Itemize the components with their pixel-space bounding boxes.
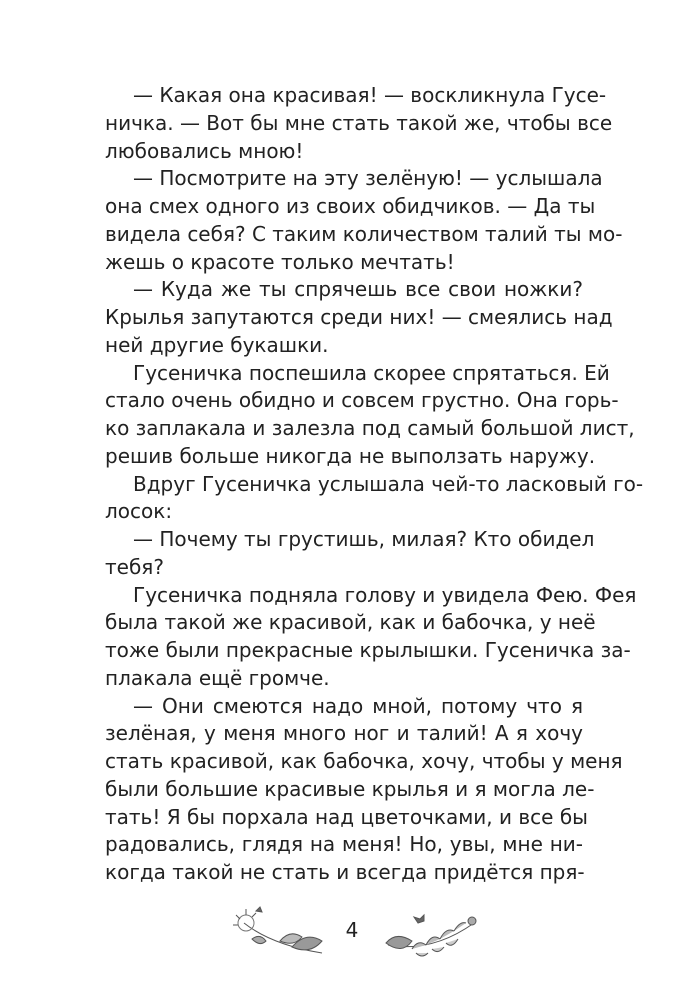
- text-line: — Какая она красивая! — воскликнула Гусе-: [133, 83, 607, 107]
- text-line: тать! Я бы порхала над цветочками, и все бы: [105, 804, 588, 829]
- text-line: она смех одного из своих обидчиков. — Да ты: [105, 194, 596, 218]
- floral-ornament-right-icon: [382, 905, 482, 965]
- text-line: Гусеничка поспешила скорее спрятаться. Ей: [133, 360, 610, 385]
- page-number: 4: [345, 918, 359, 942]
- text-line: когда такой не стать и всегда придётся пря-: [105, 860, 585, 884]
- text-line: была такой же красивой, как и бабочка, у неё: [105, 610, 596, 635]
- text-line: стать красивой, как бабочка, хочу, чтобы у меня: [105, 749, 623, 773]
- text-line: ко заплакала и залезла под самый большой лист,: [105, 416, 635, 440]
- body-text: [105, 82, 644, 887]
- text-line: лосок:: [105, 499, 173, 524]
- text-line: Крылья запутаются среди них! — смеялись над: [105, 305, 613, 329]
- text-line: Вдруг Гусеничка услышала чей-то ласковый го-: [133, 471, 644, 496]
- text-line: стало очень обидно и совсем грустно. Она горь-: [105, 388, 619, 413]
- text-line: жешь о красоте только мечтать!: [105, 249, 455, 274]
- text-line: плакала ещё громче.: [105, 665, 330, 690]
- text-line: решив больше никогда не выползать наружу.: [105, 443, 596, 468]
- floral-ornament-left-icon: [232, 905, 332, 965]
- text-line: зелёная, у меня много ног и талий! А я хочу: [105, 721, 583, 746]
- text-line: ней другие букашки.: [105, 332, 329, 357]
- text-line: Гусеничка подняла голову и увидела Фею. Фея: [133, 582, 637, 607]
- text-line: были большие красивые крылья и я могла ле-: [105, 776, 595, 801]
- text-line: — Посмотрите на эту зелёную! — услышала: [133, 166, 603, 191]
- text-line: тебя?: [105, 554, 164, 579]
- text-line: ничка. — Вот бы мне стать такой же, чтобы все: [105, 110, 613, 135]
- text-line: видела себя? С таким количеством талий ты мо-: [105, 221, 623, 246]
- text-line: тоже были прекрасные крылышки. Гусеничка за-: [105, 638, 631, 662]
- text-line: — Почему ты грустишь, милая? Кто обидел: [133, 527, 595, 551]
- text-line: — Куда же ты спрячешь все свои ножки?: [133, 277, 583, 302]
- text-line: радовались, глядя на меня! Но, увы, мне ни-: [105, 832, 583, 857]
- text-line: любовались мною!: [105, 138, 304, 163]
- text-line: — Они смеются надо мной, потому что я: [133, 693, 583, 718]
